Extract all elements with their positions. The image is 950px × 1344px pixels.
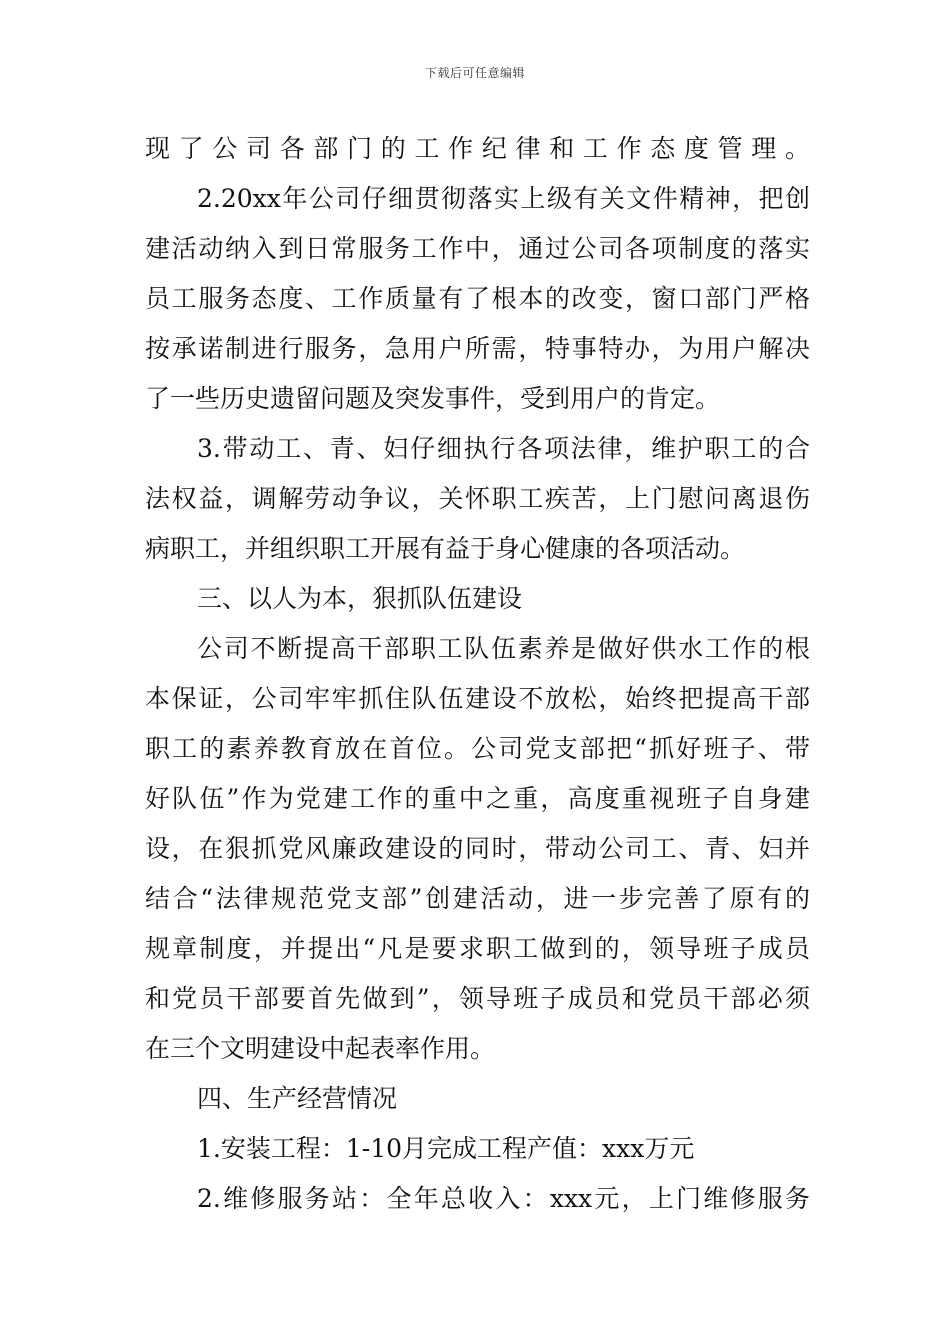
text-line: 结合“法律规范党支部”创建活动，进一步完善了原有的 <box>145 884 810 913</box>
text-line: 2.维修服务站：全年总收入：xxx元，上门维修服务 <box>197 1184 810 1213</box>
page-header-note: 下载后可任意编辑 <box>424 66 525 80</box>
text-line: 了一些历史遗留问题及突发事件，受到用户的肯定。 <box>145 384 721 413</box>
text-line: 本保证，公司牢牢抓住队伍建设不放松，始终把提高干部 <box>145 684 810 713</box>
section-heading: 四、生产经营情况 <box>197 1084 398 1113</box>
text-line: 员工服务态度、工作质量有了根本的改变，窗口部门严格 <box>145 284 810 313</box>
text-line: 公司不断提高干部职工队伍素养是做好供水工作的根 <box>197 634 810 663</box>
text-line: 设，在狠抓党风廉政建设的同时，带动公司工、青、妇并 <box>145 834 810 863</box>
text-line: 规章制度，并提出“凡是要求职工做到的，领导班子成员 <box>145 934 810 963</box>
text-line: 2.20xx年公司仔细贯彻落实上级有关文件精神，把创 <box>197 184 810 213</box>
text-line: 和党员干部要首先做到”，领导班子成员和党员干部必须 <box>145 984 810 1013</box>
text-line: 职工的素养教育放在首位。公司党支部把“抓好班子、带 <box>145 734 810 763</box>
text-line: 法权益，调解劳动争议，关怀职工疾苦，上门慰问离退伤 <box>145 484 810 513</box>
text-line: 按承诺制进行服务，急用户所需，特事特办，为用户解决 <box>145 334 810 363</box>
text-line: 病职工，并组织职工开展有益于身心健康的各项活动。 <box>145 534 746 563</box>
text-line: 建活动纳入到日常服务工作中，通过公司各项制度的落实 <box>145 234 810 263</box>
text-line: 在三个文明建设中起表率作用。 <box>145 1034 496 1063</box>
text-line: 好队伍”作为党建工作的重中之重，高度重视班子自身建 <box>145 784 810 813</box>
section-heading: 三、以人为本，狠抓队伍建设 <box>197 584 523 613</box>
text-line: 3.带动工、青、妇仔细执行各项法律，维护职工的合 <box>197 434 810 463</box>
text-line: 1.安装工程：1-10月完成工程产值：xxx万元 <box>197 1134 695 1163</box>
document-body <box>145 124 810 1224</box>
text-line: 现了公司各部门的工作纪律和工作态度管理。 <box>145 134 810 163</box>
